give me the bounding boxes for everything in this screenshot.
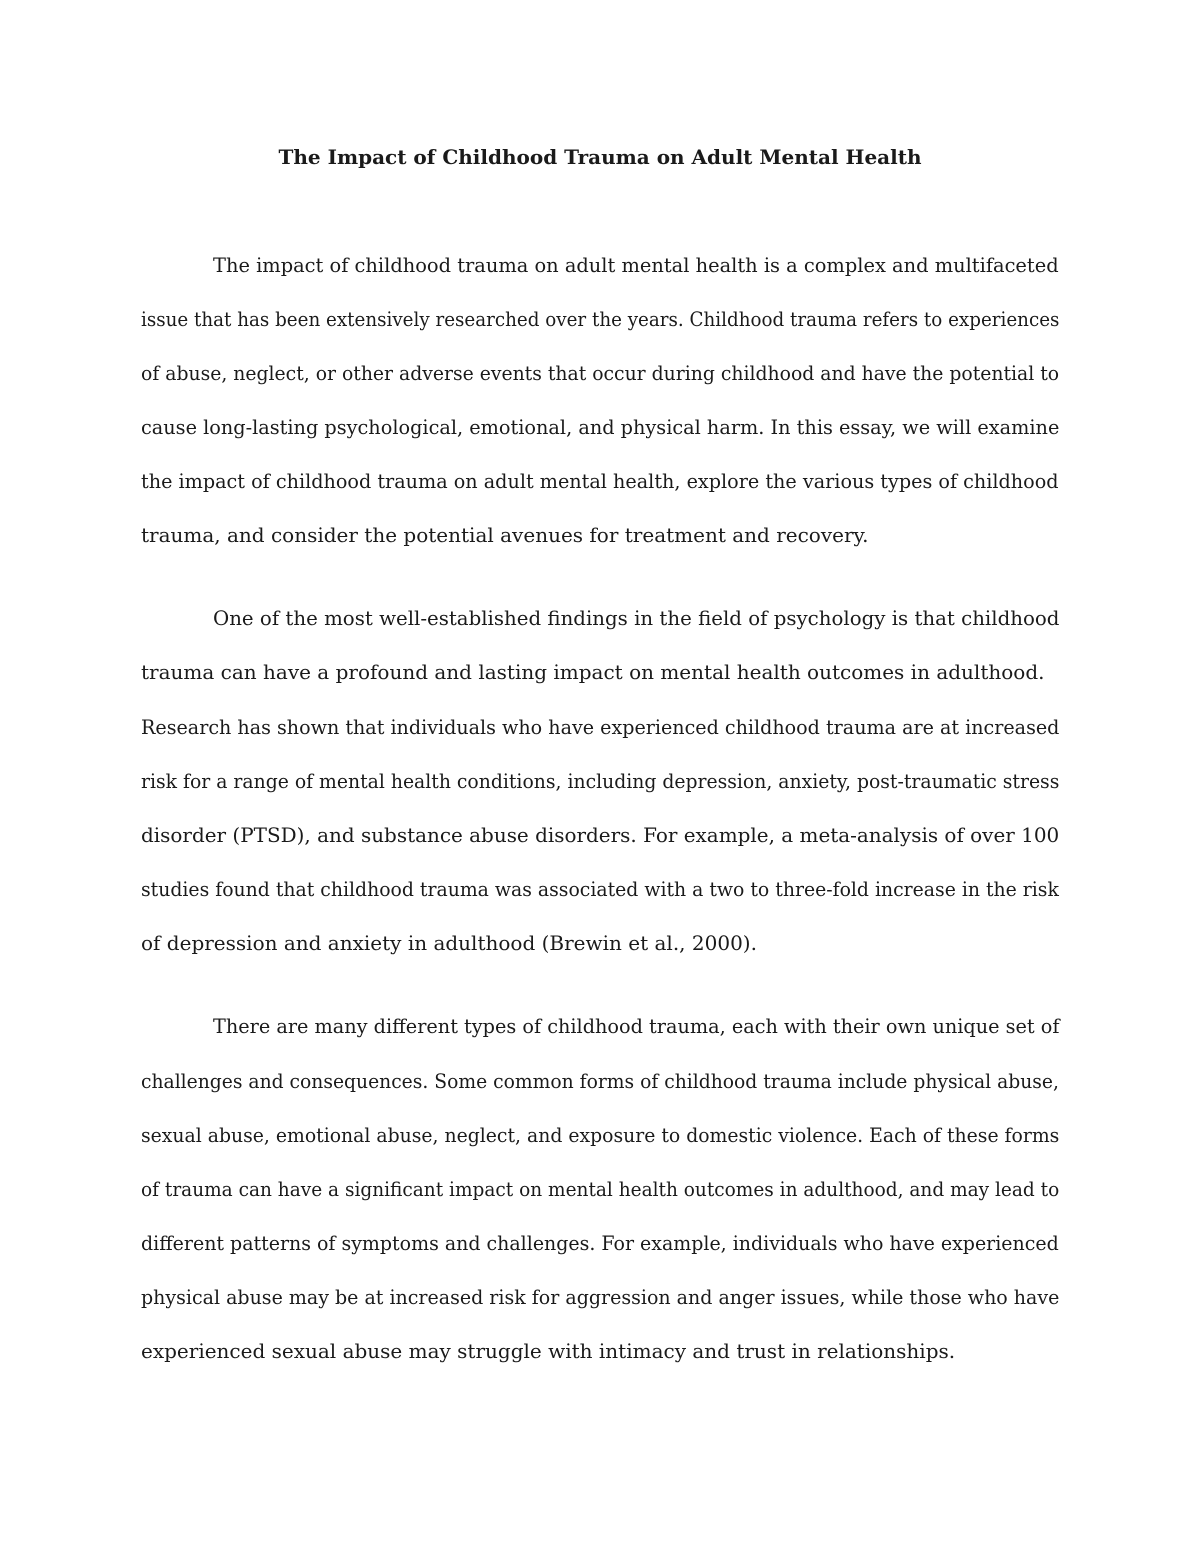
paragraph-3-line: different patterns of symptoms and challenges. For example, individuals who have experienced [141, 1231, 1059, 1255]
paragraph-1-line: the impact of childhood trauma on adult mental health, explore the various types of childhood [141, 469, 1059, 493]
paragraph-1-line: of abuse, neglect, or other adverse events that occur during childhood and have the potential to [141, 361, 1060, 385]
paragraph-1-line: The impact of childhood trauma on adult mental health is a complex and multifaceted [213, 253, 1059, 277]
paragraph-2-line: of depression and anxiety in adulthood (Brewin et al., 2000). [141, 931, 757, 955]
paragraph-2-line: studies found that childhood trauma was associated with a two to three-fold increase in the risk [141, 877, 1059, 901]
paragraph-2-line: trauma can have a profound and lasting impact on mental health outcomes in adulthood. [141, 660, 1045, 684]
paragraph-3-line: physical abuse may be at increased risk for aggression and anger issues, while those who have [141, 1285, 1060, 1309]
paragraph-3-line: of trauma can have a significant impact on mental health outcomes in adulthood, and may lead to [141, 1177, 1060, 1201]
paragraph-3-line: sexual abuse, emotional abuse, neglect, and exposure to domestic violence. Each of these forms [141, 1123, 1060, 1147]
paragraph-2-line: Research has shown that individuals who have experienced childhood trauma are at increased [141, 715, 1060, 739]
paragraph-1-line: trauma, and consider the potential avenues for treatment and recovery. [141, 523, 869, 547]
paragraph-1-line: cause long-lasting psychological, emotional, and physical harm. In this essay, we will examine [141, 415, 1060, 439]
paragraph-2-line: risk for a range of mental health conditions, including depression, anxiety, post-traumatic stress [141, 769, 1060, 793]
document-title: The Impact of Childhood Trauma on Adult Mental Health [278, 145, 922, 169]
paragraph-3-line: experienced sexual abuse may struggle with intimacy and trust in relationships. [141, 1339, 956, 1363]
paragraph-2-line: One of the most well-established findings in the field of psychology is that childhood [213, 606, 1060, 630]
paragraph-3-line: There are many different types of childhood trauma, each with their own unique set of [213, 1014, 1060, 1038]
paragraph-3-line: challenges and consequences. Some common forms of childhood trauma include physical abuse, [141, 1069, 1059, 1093]
paragraph-1-line: issue that has been extensively researched over the years. Childhood trauma refers to experiences [141, 307, 1060, 331]
paragraph-2-line: disorder (PTSD), and substance abuse disorders. For example, a meta-analysis of over 100 [141, 823, 1060, 847]
